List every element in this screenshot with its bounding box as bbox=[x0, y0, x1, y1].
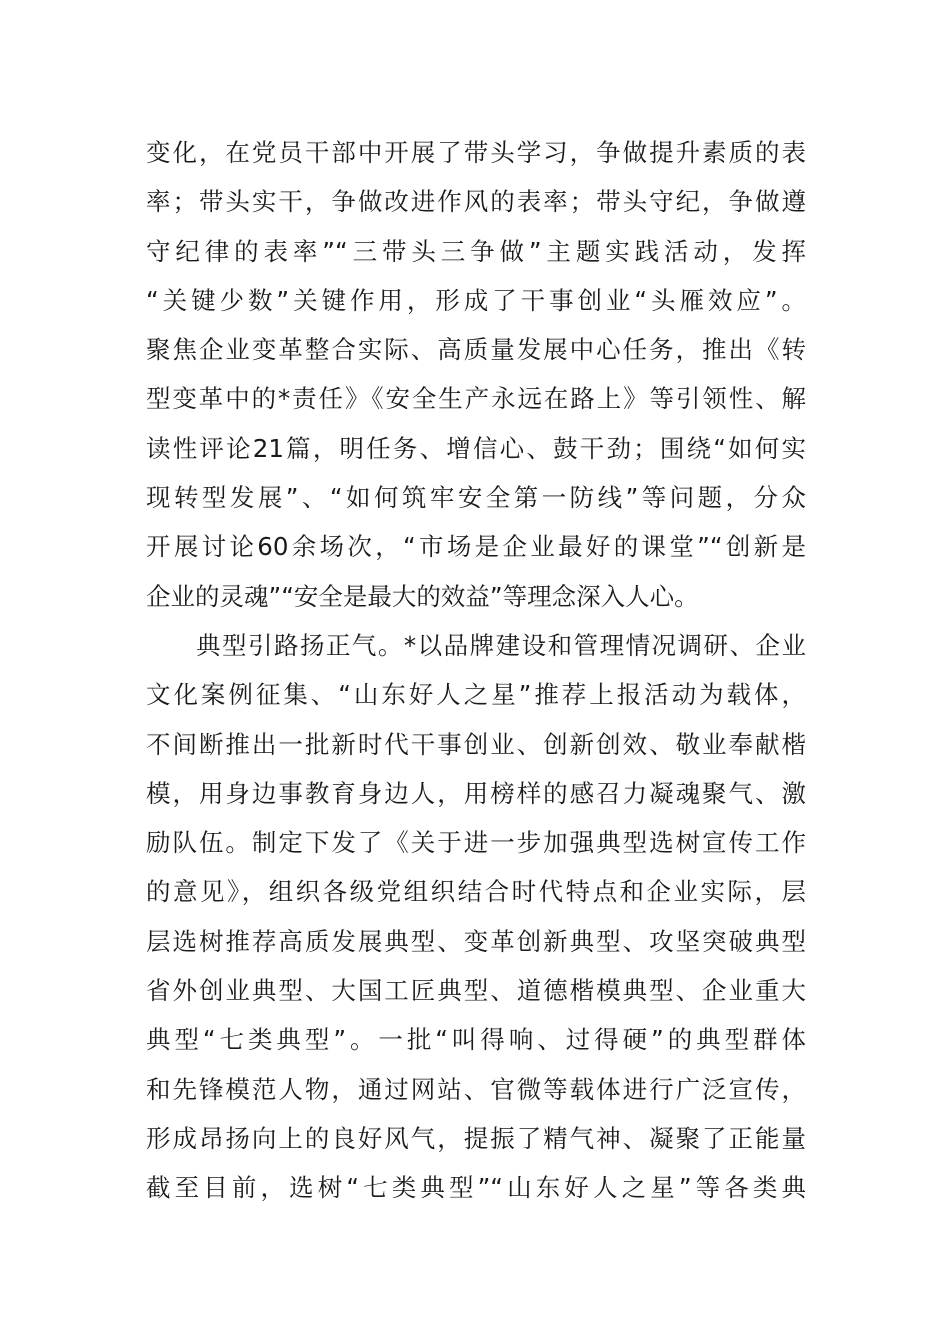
text-line-6: 型变革中的*责任》《安全生产永远在路上》等引领性、解 bbox=[146, 384, 806, 414]
text-line-12: 文化案例征集、“山东好人之星”推荐上报活动为载体， bbox=[146, 680, 806, 710]
text-line-9: 开展讨论60余场次，“市场是企业最好的课堂”“创新是 bbox=[146, 532, 806, 562]
text-line-7: 读性评论21篇，明任务、增信心、鼓干劲；围绕“如何实 bbox=[146, 433, 806, 463]
text-line-2: 率；带头实干，争做改进作风的表率；带头守纪，争做遵 bbox=[146, 187, 806, 217]
text-line-14: 模，用身边事教育身边人，用榜样的感召力凝魂聚气、激 bbox=[146, 778, 806, 808]
text-line-3: 守纪律的表率”“三带头三争做”主题实践活动，发挥 bbox=[146, 236, 806, 266]
body-text bbox=[146, 128, 806, 1213]
text-line-5: 聚焦企业变革整合实际、高质量发展中心任务，推出《转 bbox=[146, 335, 806, 365]
text-line-17: 层选树推荐高质发展典型、变革创新典型、攻坚突破典型 bbox=[146, 926, 806, 956]
text-line-15: 励队伍。制定下发了《关于进一步加强典型选树宣传工作 bbox=[146, 828, 806, 858]
text-line-22: 截至目前，选树“七类典型”“山东好人之星”等各类典 bbox=[146, 1173, 806, 1203]
text-line-21: 形成昂扬向上的良好风气，提振了精气神、凝聚了正能量 bbox=[146, 1123, 806, 1153]
text-line-19: 典型“七类典型”。一批“叫得响、过得硬”的典型群体 bbox=[146, 1025, 806, 1055]
text-line-8: 现转型发展”、“如何筑牢安全第一防线”等问题，分众 bbox=[146, 483, 806, 513]
text-line-10: 企业的灵魂”“安全是最大的效益”等理念深入人心。 bbox=[146, 581, 699, 611]
text-line-1: 变化，在党员干部中开展了带头学习，争做提升素质的表 bbox=[146, 138, 806, 167]
text-line-4: “关键少数”关键作用，形成了干事创业“头雁效应”。 bbox=[146, 285, 806, 315]
text-line-16: 的意见》，组织各级党组织结合时代特点和企业实际，层 bbox=[146, 877, 806, 907]
text-line-13: 不间断推出一批新时代干事创业、创新创效、敬业奉献楷 bbox=[146, 729, 806, 759]
text-line-11: 典型引路扬正气。*以品牌建设和管理情况调研、企业 bbox=[196, 630, 806, 660]
text-line-20: 和先锋模范人物，通过网站、官微等载体进行广泛宣传， bbox=[146, 1074, 806, 1104]
text-line-18: 省外创业典型、大国工匠典型、道德楷模典型、企业重大 bbox=[146, 976, 806, 1006]
